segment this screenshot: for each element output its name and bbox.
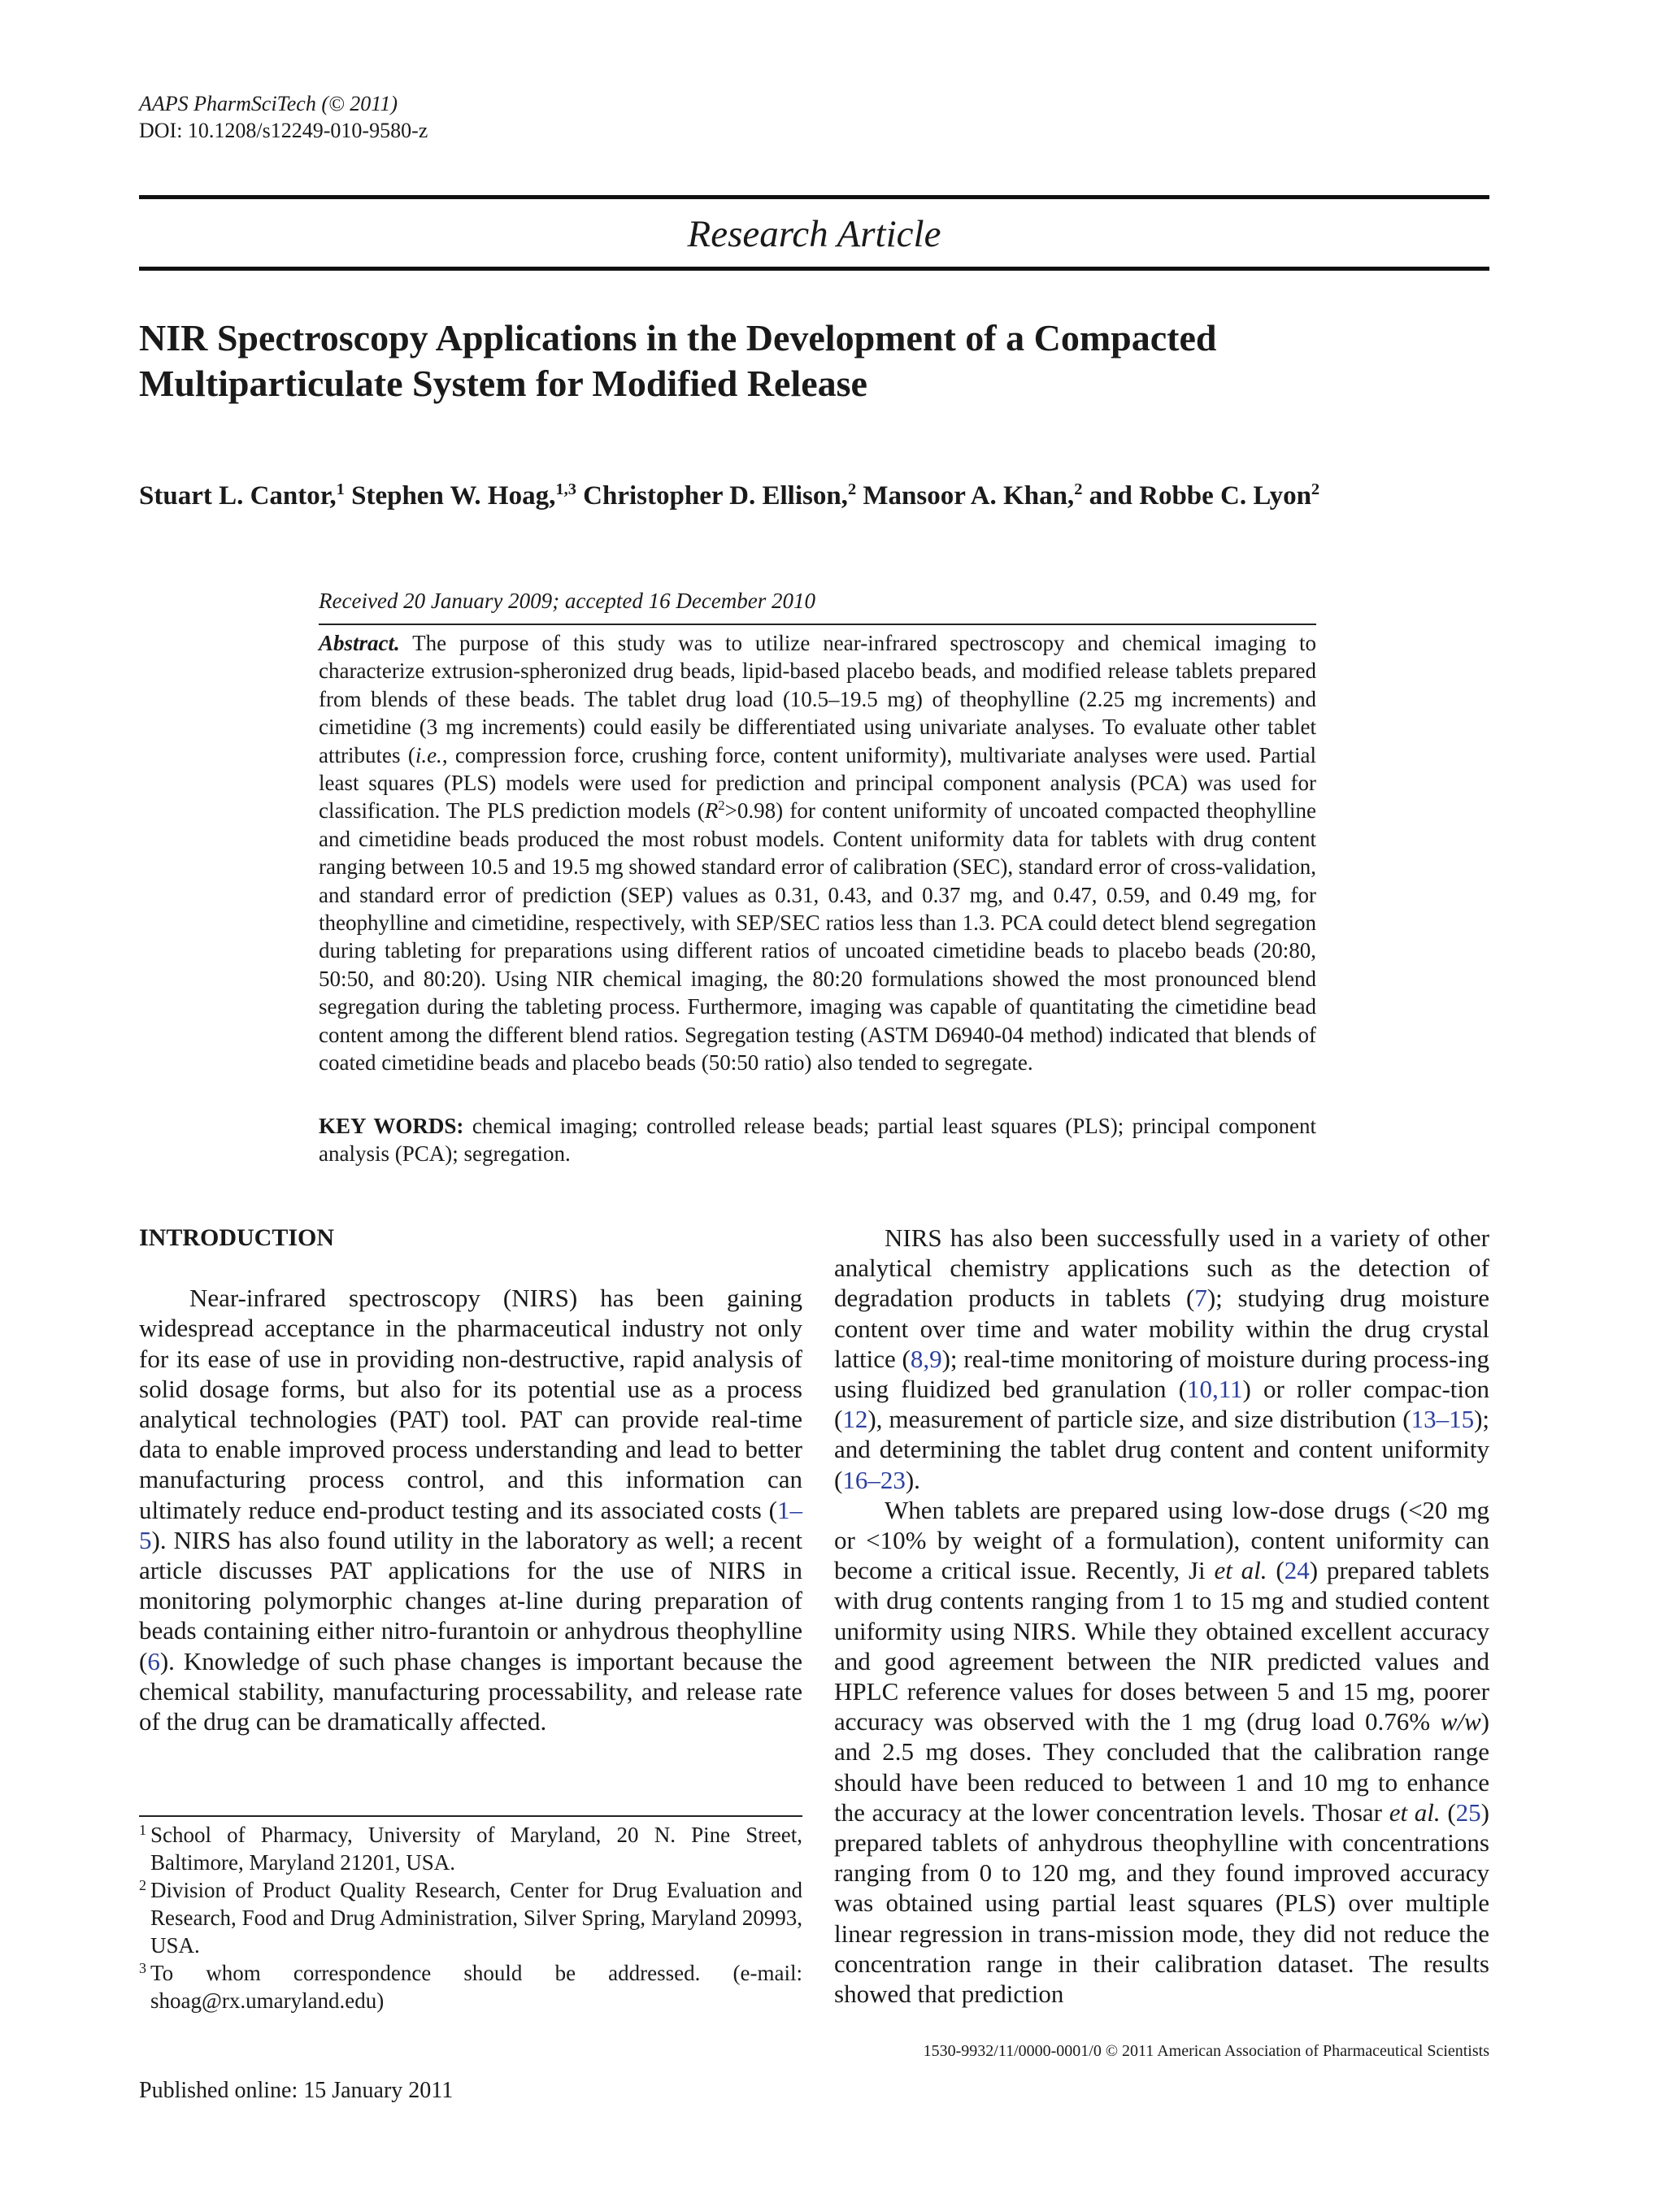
paragraph: NIRS has also been successfully used in a variety of other analytical chemistry applications such as the detection of degradation products in tablets (7); studying drug moisture content over time and water mobility within the drug crystal lattice (8,9); real-time monitoring of moisture during process-ing using fluidized bed granulation (10,11) or roller compac-tion (12), measurement of particle size, and size distribution (13–15); and determining the tablet drug content and content uniformity (16–23).: [834, 1223, 1489, 1494]
citation-link[interactable]: 7: [1194, 1284, 1207, 1313]
citation-link[interactable]: 16–23: [842, 1465, 906, 1494]
footnotes: [139, 1821, 802, 2014]
author-list: [139, 480, 1521, 512]
paragraph: When tablets are prepared using low-dose drugs (<20 mg or <10% by weight of a formulation), content uniformity can become a critical issue. Recently, Ji et al. (24) prepared tablets with drug contents ranging from 1 to 15 mg and studied content uniformity using NIRS. While they obtained excellent accuracy and good agreement between the NIR predicted values and HPLC reference values for doses between 5 and 15 mg, poorer accuracy was observed with the 1 mg (drug load 0.76% w/w) and 2.5 mg doses. They concluded that the calibration range should have been reduced to between 1 and 10 mg to enhance the accuracy at the lower concentration levels. Thosar et al. (25) prepared tablets of anhydrous theophylline with concentrations ranging from 0 to 120 mg, and they found improved accuracy was obtained using partial least squares (PLS) over multiple linear regression in trans-mission mode, they did not reduce the concentration range in their calibration dataset. The results showed that prediction: [834, 1495, 1489, 2009]
author: and Robbe C. Lyon$^2$: [1089, 480, 1320, 511]
article-title: NIR Spectroscopy Applications in the Development of a Compacted Multiparticulate System for Modified Release: [139, 317, 1217, 404]
citation-link[interactable]: 12: [842, 1405, 868, 1434]
author: Mansoor A. Khan,$^2$: [863, 480, 1083, 511]
right-column: [834, 1223, 1489, 2009]
abstract-label: Abstract.: [319, 631, 400, 655]
abstract: Abstract. The purpose of this study was to utilize near-infrared spectroscopy and chemical imaging to characterize extrusion-spheronized drug beads, lipid-based placebo beads, and modified release tablets prepared from blends of these beads. The tablet drug load (10.5–19.5 mg) of theophylline (2.25 mg increments) and cimetidine (3 mg increments) could easily be differentiated using univariate analyses. To evaluate other tablet attributes (i.e., compression force, crushing force, content uniformity), multivariate analyses were used. Partial least squares (PLS) models were used for prediction and principal component analysis (PCA) was used for classification. The PLS prediction models $(R^2>0.98)$ for content uniformity of uncoated compacted theophylline and cimetidine beads produced the most robust models. Content uniformity data for tablets with drug content ranging between 10.5 and 19.5 mg showed standard error of calibration (SEC), standard error of cross-validation, and standard error of prediction (SEP) values as 0.31, 0.43, and 0.37 mg, and 0.47, 0.59, and 0.49 mg, for theophylline and cimetidine, respectively, with SEP/SEC ratios less than 1.3. PCA could detect blend segregation during tableting for preparations using different ratios of uncoated cimetidine beads to placebo beads (20:80, 50:50, and 80:20). Using NIR chemical imaging, the 80:20 formulations showed the most pronounced blend segregation during the tableting process. Furthermore, imaging was capable of quantitating the cimetidine bead content among the different blend ratios. Segregation testing (ASTM D6940-04 method) indicated that blends of coated cimetidine beads and placebo beads (50:50 ratio) also tended to segregate.: [319, 631, 1316, 1076]
footnote: 2 Division of Product Quality Research, Center for Drug Evaluation and Research, Food and Drug Administration, Silver Spring, Maryland 20993, USA.: [139, 1877, 802, 1958]
published-date: Published online: 15 January 2011: [139, 2078, 454, 2103]
paragraph: Near-infrared spectroscopy (NIRS) has been gaining widespread acceptance in the pharmaceutical industry not only for its ease of use in providing non-destructive, rapid analysis of solid dosage forms, but also for its potential use as a process analytical technologies (PAT) tool. PAT can provide real-time data to enable improved process understanding and lead to better manufacturing process control, and this information can ultimately reduce end-product testing and its associated costs (1–5). NIRS has also found utility in the laboratory as well; a recent article discusses PAT applications for the use of NIRS in monitoring polymorphic changes at-line during preparation of beads containing either nitro-furantoin or anhydrous theophylline (6). Knowledge of such phase changes is important because the chemical stability, manufacturing processability, and release rate of the drug can be dramatically affected.: [139, 1284, 802, 1736]
section-label: Research Article: [687, 213, 941, 255]
citation-link[interactable]: 1–5: [139, 1495, 802, 1554]
keywords: KEY WORDS: chemical imaging; controlled release beads; partial least squares (PLS); principal component analysis (PCA); segregation.: [319, 1114, 1316, 1166]
doi: DOI: 10.1208/s12249-010-9580-z: [139, 119, 428, 142]
citation-link[interactable]: 10,11: [1186, 1375, 1243, 1404]
footnote: 3 To whom correspondence should be addressed. (e-mail: shoag@rx.umaryland.edu): [139, 1960, 802, 2013]
author: Stuart L. Cantor,$^1$: [139, 480, 345, 511]
citation-link[interactable]: 6: [147, 1646, 160, 1675]
journal-name: AAPS PharmSciTech (© 2011): [139, 92, 398, 115]
footnote: 1 School of Pharmacy, University of Maryland, 20 N. Pine Street, Baltimore, Maryland 21201, USA.: [139, 1822, 802, 1875]
received-dates: Received 20 January 2009; accepted 16 December 2010: [319, 589, 816, 613]
abstract-rule: [319, 624, 1316, 625]
author: Christopher D. Ellison,$^2$: [583, 480, 857, 511]
citation-link[interactable]: 13–15: [1411, 1405, 1475, 1434]
author: Stephen W. Hoag,$^{1,3}$: [351, 480, 576, 511]
bottom-rule: [139, 267, 1489, 271]
citation-link[interactable]: 25: [1455, 1797, 1481, 1827]
keywords-label: KEY WORDS:: [319, 1114, 464, 1138]
citation-link[interactable]: 8,9: [910, 1344, 942, 1373]
section-heading: INTRODUCTION: [139, 1224, 335, 1251]
citation-link[interactable]: 24: [1284, 1556, 1310, 1585]
left-column: [139, 1223, 802, 1736]
footnote-rule: [139, 1815, 802, 1817]
copyright-line: 1530-9932/11/0000-0001/0 © 2011 American Association of Pharmaceutical Scientists: [923, 2042, 1489, 2060]
top-rule: [139, 195, 1489, 199]
